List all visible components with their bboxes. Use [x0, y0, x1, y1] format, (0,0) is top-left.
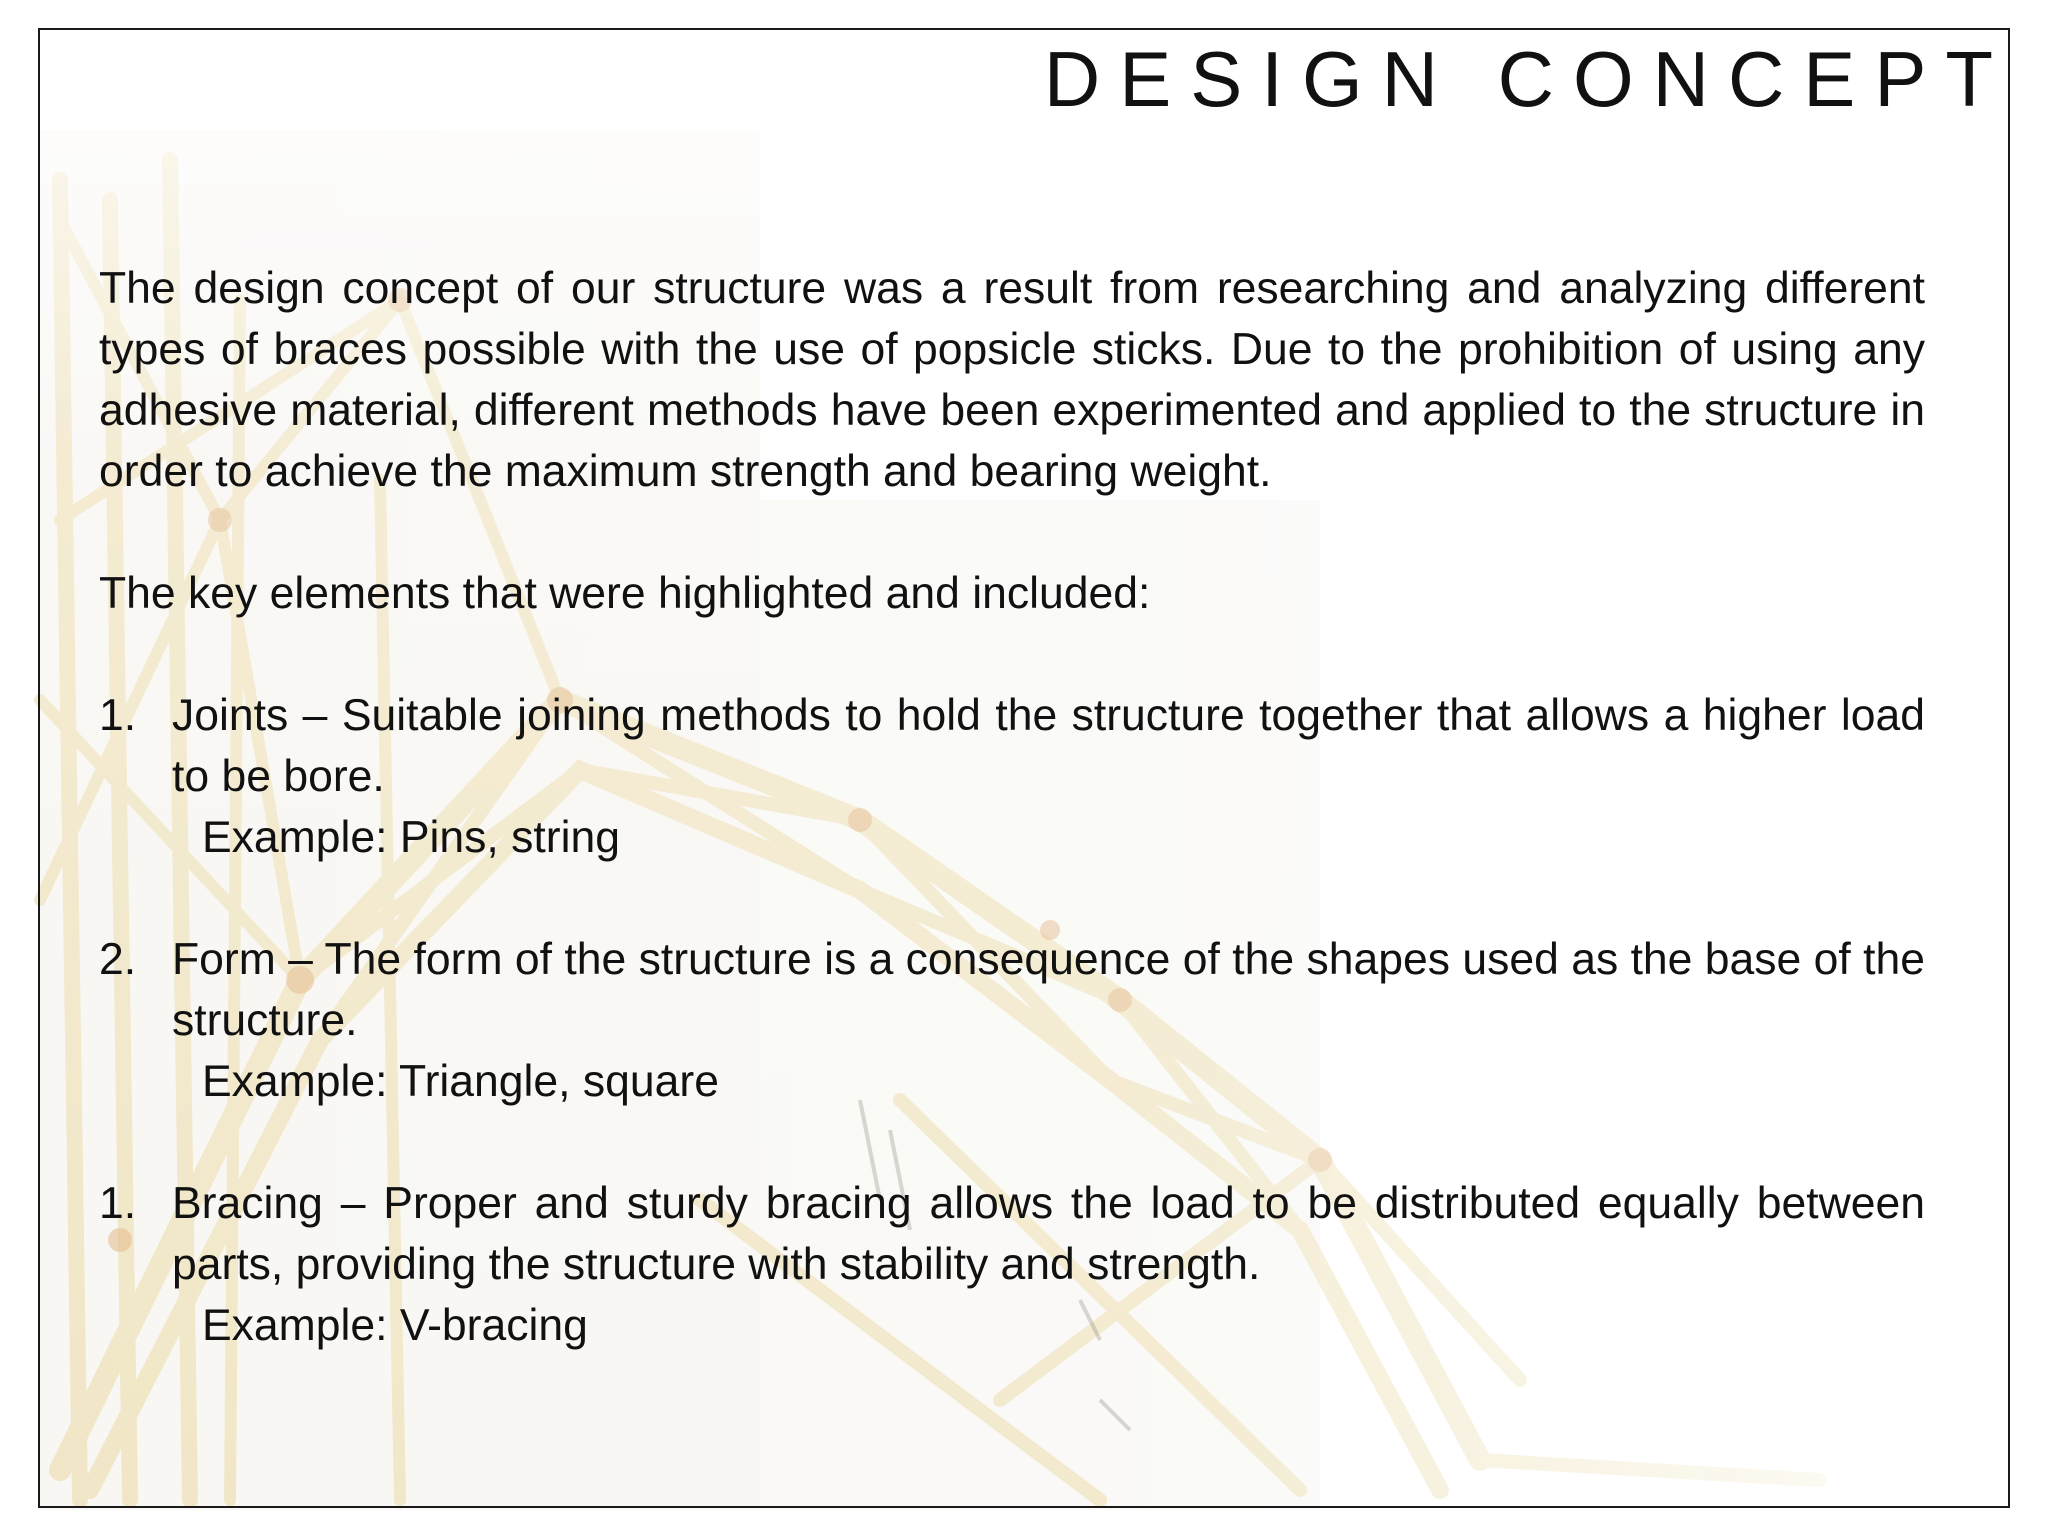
slide-title: DESIGN CONCEPT	[1043, 35, 2012, 123]
slide-body	[99, 258, 1925, 1356]
list-item-example: Example: Triangle, square	[202, 1057, 719, 1106]
list-item-example: Example: Pins, string	[202, 813, 620, 862]
list-item-text: Bracing – Proper and sturdy bracing allows the load to be distributed equally between parts, providing the structure with stability and strength.	[172, 1179, 1925, 1289]
list-number: 1.	[99, 1179, 137, 1228]
list-item-text: Joints – Suitable joining methods to hold the structure together that allows a higher load to be bore.	[172, 691, 1925, 801]
key-elements-heading: The key elements that were highlighted and included:	[99, 569, 1151, 618]
list-item-joints	[99, 685, 1925, 868]
list-item-bracing	[99, 1173, 1925, 1356]
list-item-form	[99, 929, 1925, 1112]
list-item-example: Example: V-bracing	[202, 1301, 588, 1350]
list-item-text: Form – The form of the structure is a consequence of the shapes used as the base of the structure.	[172, 935, 1925, 1045]
list-number: 1.	[99, 691, 137, 740]
intro-paragraph: The design concept of our structure was a result from researching and analyzing different types of braces possible with the use of popsicle sticks. Due to the prohibition of using any adhesive material, different methods have been experimented and applied to the structure in order to achieve the maximum strength and bearing weight.	[99, 264, 1925, 496]
list-number: 2.	[99, 935, 137, 984]
